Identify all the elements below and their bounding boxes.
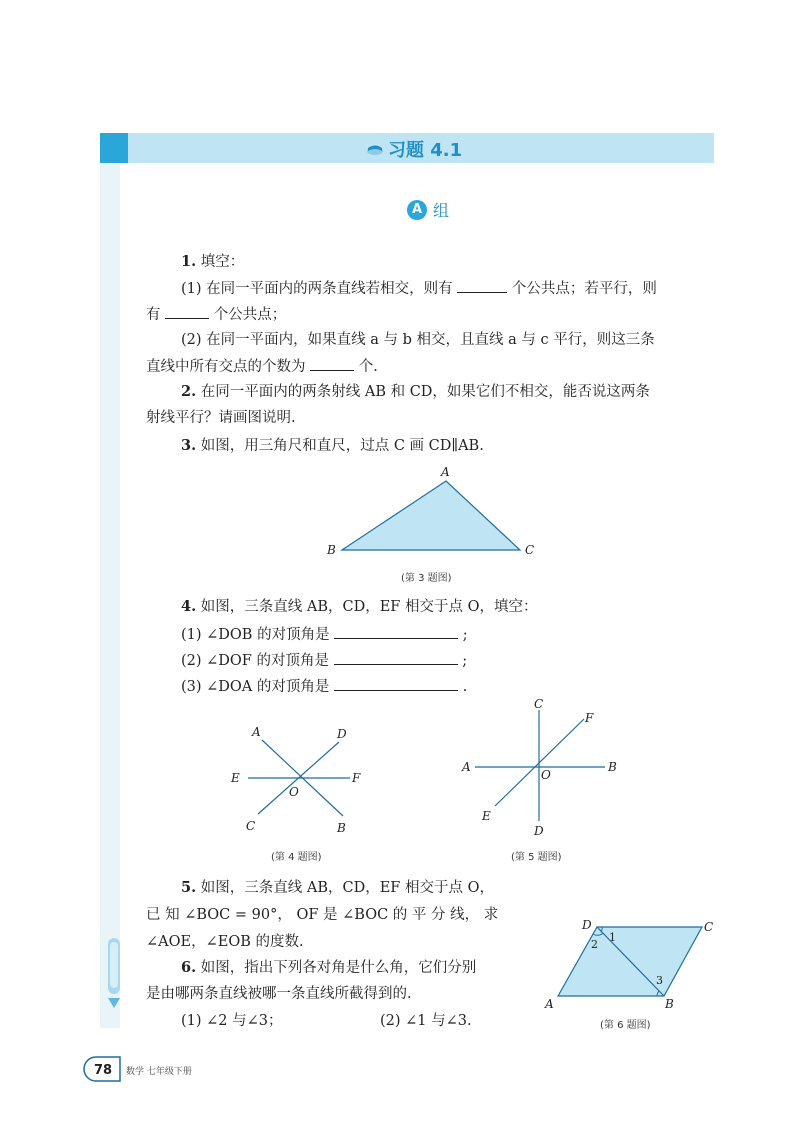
figure-6-parallelogram — [540, 912, 725, 1012]
q5-line1 — [181, 878, 494, 898]
point-label-o: O — [289, 785, 299, 799]
answer-blank[interactable] — [310, 356, 354, 371]
angle-label-2: 2 — [591, 938, 598, 951]
point-label-c: C — [534, 697, 544, 711]
point-label-d: D — [337, 727, 347, 741]
point-label-b: B — [327, 543, 336, 557]
answer-blank[interactable] — [334, 624, 458, 639]
q3-line — [181, 436, 484, 456]
answer-blank[interactable] — [165, 304, 209, 319]
group-letter-badge: A — [407, 200, 427, 220]
q5-text: 如图，三条直线 AB，CD，EF 相交于点 O， — [200, 880, 494, 896]
exercise-title — [366, 136, 462, 162]
angle-label-1: 1 — [609, 931, 616, 944]
q6-line1 — [181, 958, 476, 978]
q1-part1-text-d: 个公共点； — [213, 307, 287, 323]
q2-line2: 射线平行？请画图说明. — [146, 410, 296, 426]
book-icon — [366, 142, 384, 156]
q3-text: 如图，用三角尺和直尺，过点 C 画 CD∥AB. — [200, 438, 484, 454]
q6-sub1: (1) ∠2 与∠3； — [181, 1013, 283, 1029]
q4-item-text: (2) ∠DOF 的对顶角是 — [181, 653, 329, 669]
q1-part1-text-a: (1) 在同一平面内的两条直线若相交，则有 — [181, 281, 453, 297]
q1-part2-text-b: 个. — [358, 359, 378, 375]
figure-5-caption: (第 5 题图) — [511, 852, 562, 863]
q5-line2: 已 知 ∠BOC = 90°， OF 是 ∠BOC 的 平 分 线， 求 — [146, 907, 499, 923]
q1-part2-text-a: 直线中所有交点的个数为 — [146, 359, 306, 375]
figure-5-lines — [455, 696, 630, 841]
point-label-b: B — [665, 997, 674, 1011]
exercise-title-text: 习题 4.1 — [388, 140, 463, 161]
q6-sub2: (2) ∠1 与∠3. — [380, 1013, 472, 1029]
q1-text: 填空： — [200, 254, 245, 270]
point-label-c: C — [525, 543, 535, 557]
q5-line3: ∠AOE，∠EOB 的度数. — [146, 934, 304, 950]
q4-item-end: ; — [462, 627, 468, 643]
q3-number: 3. — [181, 437, 197, 454]
answer-blank[interactable] — [334, 650, 458, 665]
scroll-down-arrow-icon — [108, 998, 120, 1008]
q4-item-2 — [181, 650, 467, 671]
q1-part1-line1 — [181, 278, 657, 299]
point-label-a: A — [545, 997, 554, 1011]
q4-item-3 — [181, 676, 467, 697]
point-label-e: E — [482, 809, 491, 823]
q4-item-text: (3) ∠DOA 的对顶角是 — [181, 679, 330, 695]
margin-sidebar — [100, 160, 120, 1028]
q2-text: 在同一平面内的两条射线 AB 和 CD，如果它们不相交，能否说这两条 — [200, 384, 650, 400]
q4-line — [181, 597, 537, 617]
point-label-e: E — [231, 771, 240, 785]
answer-blank[interactable] — [334, 676, 458, 691]
point-label-c: C — [246, 819, 256, 833]
q1-number: 1. — [181, 253, 197, 270]
point-label-a: A — [252, 725, 261, 739]
q4-item-end: ; — [462, 653, 468, 669]
q6-line2: 是由哪两条直线被哪一条直线所截得到的. — [146, 986, 412, 1002]
figure-3-triangle — [320, 462, 550, 562]
figure-4-caption: (第 4 题图) — [271, 852, 322, 863]
q4-text: 如图，三条直线 AB，CD，EF 相交于点 O，填空： — [200, 599, 538, 615]
q5-number: 5. — [181, 879, 197, 896]
q1-heading — [181, 252, 244, 272]
answer-blank[interactable] — [457, 278, 507, 293]
q4-number: 4. — [181, 598, 197, 615]
point-label-o: O — [541, 768, 551, 782]
point-label-c: C — [704, 920, 714, 934]
q6-text: 如图，指出下列各对角是什么角，它们分别 — [200, 960, 477, 976]
footer-book-title: 数学 七年级下册 — [126, 1067, 192, 1077]
header-accent-square — [100, 133, 128, 163]
q1-part2-line2 — [146, 356, 378, 377]
point-label-b: B — [608, 760, 617, 774]
q1-part1-text-b: 个公共点；若平行，则 — [511, 281, 657, 297]
point-label-d: D — [582, 918, 592, 932]
q1-part1-line2 — [146, 304, 286, 325]
point-label-f: F — [585, 711, 594, 725]
q1-part2-line1: (2) 在同一平面内，如果直线 a 与 b 相交，且直线 a 与 c 平行，则这三条 — [181, 332, 655, 348]
page-number-badge — [82, 1055, 122, 1083]
q2-number: 2. — [181, 383, 197, 400]
point-label-f: F — [352, 771, 361, 785]
group-label: 组 — [433, 201, 450, 220]
page-scroll-indicator[interactable] — [106, 938, 122, 1010]
figure-6-caption: (第 6 题图) — [600, 1020, 651, 1031]
figure-4-lines — [225, 722, 365, 842]
point-label-d: D — [534, 824, 544, 838]
angle-label-3: 3 — [656, 974, 663, 987]
point-label-a: A — [462, 760, 471, 774]
q1-part1-text-c: 有 — [146, 307, 161, 323]
q2-line1 — [181, 382, 650, 402]
figure-3-caption: (第 3 题图) — [401, 573, 452, 584]
point-label-a: A — [441, 465, 450, 479]
q4-item-end: . — [462, 679, 468, 695]
q6-number: 6. — [181, 959, 197, 976]
q4-item-text: (1) ∠DOB 的对顶角是 — [181, 627, 330, 643]
group-heading — [407, 198, 449, 221]
page-number: 78 — [94, 1063, 113, 1078]
point-label-b: B — [337, 821, 346, 835]
q4-item-1 — [181, 624, 468, 645]
